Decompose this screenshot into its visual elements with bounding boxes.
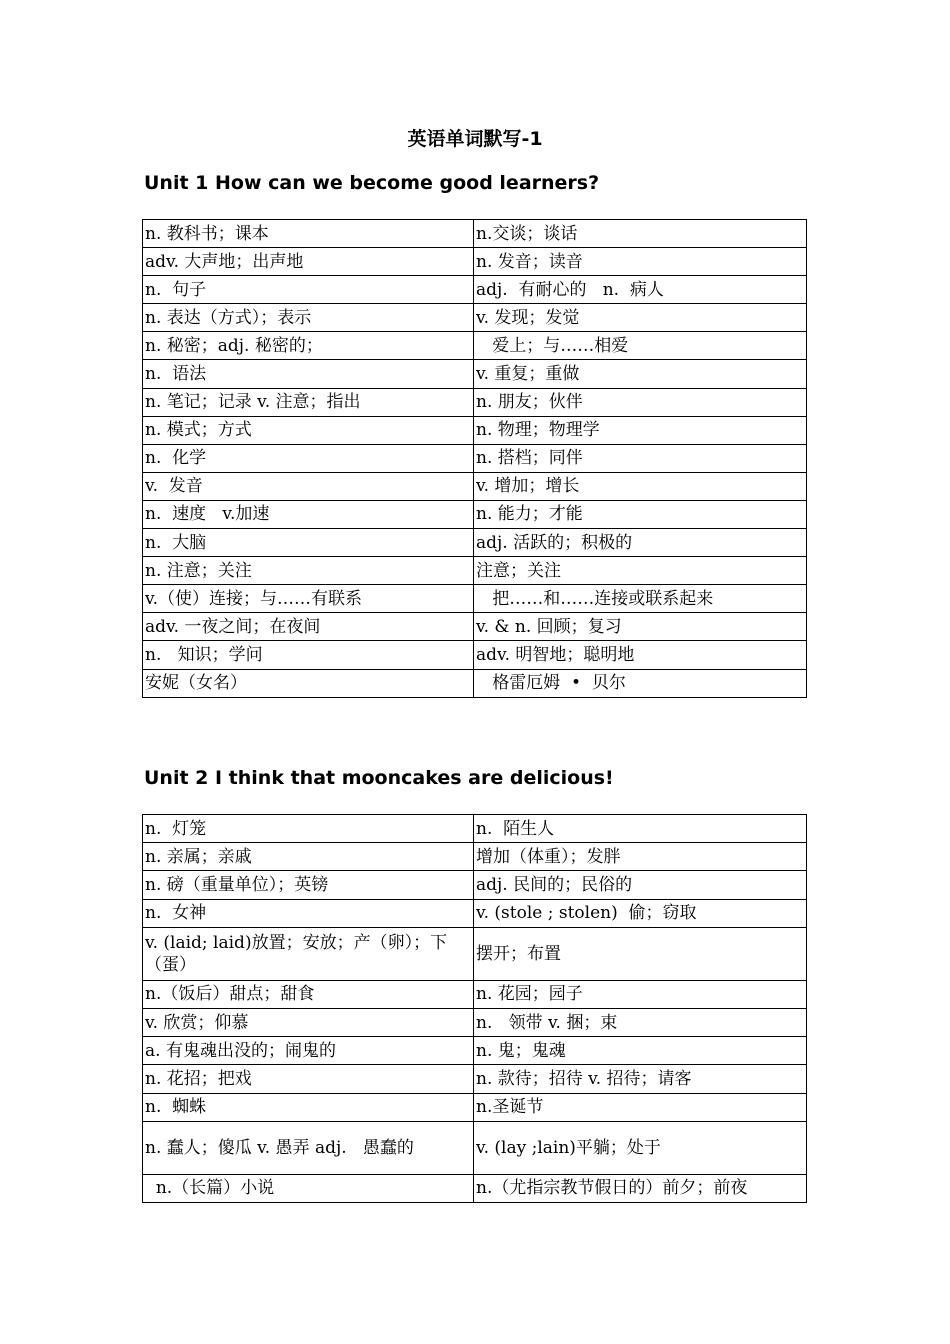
- definition-cell-right: n. 能力；才能: [474, 500, 807, 528]
- definition-cell-right: v. (stole ; stolen) 偷；窃取: [474, 899, 807, 927]
- table-row: [143, 416, 807, 444]
- unit-2-heading: Unit 2 I think that mooncakes are delicious!: [144, 767, 614, 789]
- definition-cell-right: 增加（体重）；发胖: [474, 843, 807, 871]
- definition-cell-left: 安妮（女名）: [143, 669, 474, 697]
- definition-cell-right: v. 重复；重做: [474, 360, 807, 388]
- definition-cell-left: adv. 一夜之间；在夜间: [143, 613, 474, 641]
- definition-cell-right: 摆开；布置: [474, 927, 807, 980]
- table-row: [143, 1037, 807, 1065]
- definition-cell-left: n. 化学: [143, 444, 474, 472]
- table-row: [143, 843, 807, 871]
- definition-cell-left: n. 模式；方式: [143, 416, 474, 444]
- definition-cell-right: adv. 明智地；聪明地: [474, 641, 807, 669]
- definition-cell-left: adv. 大声地；出声地: [143, 248, 474, 276]
- table-row: [143, 815, 807, 843]
- definition-cell-right: n. 物理；物理学: [474, 416, 807, 444]
- definition-cell-left: n.（长篇）小说: [143, 1174, 474, 1202]
- table-row: [143, 388, 807, 416]
- definition-cell-left: n. 蠢人；傻瓜 v. 愚弄 adj. 愚蠢的: [143, 1121, 474, 1174]
- table-row: [143, 871, 807, 899]
- definition-cell-right: 格雷厄姆 • 贝尔: [474, 669, 807, 697]
- table-row: [143, 276, 807, 304]
- table-row: [143, 669, 807, 697]
- definition-cell-left: n. 知识；学问: [143, 641, 474, 669]
- definition-cell-left: n. 注意；关注: [143, 557, 474, 585]
- definition-cell-left: n.（饭后）甜点；甜食: [143, 980, 474, 1008]
- definition-cell-left: n. 女神: [143, 899, 474, 927]
- table-row: [143, 529, 807, 557]
- table-row: [143, 304, 807, 332]
- definition-cell-left: v. 发音: [143, 472, 474, 500]
- definition-cell-right: adj. 民间的；民俗的: [474, 871, 807, 899]
- definition-cell-right: n. 领带 v. 捆；束: [474, 1008, 807, 1036]
- definition-cell-left: n. 句子: [143, 276, 474, 304]
- definition-cell-right: n. 款待；招待 v. 招待；请客: [474, 1065, 807, 1093]
- table-row: [143, 248, 807, 276]
- definition-cell-right: n. 搭档；同伴: [474, 444, 807, 472]
- table-row: [143, 360, 807, 388]
- table-row: [143, 899, 807, 927]
- definition-cell-left: v. 欣赏；仰慕: [143, 1008, 474, 1036]
- definition-cell-left: n. 亲属；亲戚: [143, 843, 474, 871]
- definition-cell-left: n. 大脑: [143, 529, 474, 557]
- table-row: [143, 1065, 807, 1093]
- definition-cell-right: n. 陌生人: [474, 815, 807, 843]
- definition-cell-right: 注意；关注: [474, 557, 807, 585]
- definition-cell-right: n.（尤指宗教节假日的）前夕；前夜: [474, 1174, 807, 1202]
- definition-cell-right: n. 鬼；鬼魂: [474, 1037, 807, 1065]
- definition-cell-left: n. 语法: [143, 360, 474, 388]
- table-row: [143, 472, 807, 500]
- definition-cell-left: n. 表达（方式）；表示: [143, 304, 474, 332]
- table-row: [143, 1121, 807, 1174]
- table-row: [143, 332, 807, 360]
- table-row: [143, 220, 807, 248]
- definition-cell-left: a. 有鬼魂出没的；闹鬼的: [143, 1037, 474, 1065]
- definition-cell-left: n. 秘密；adj. 秘密的；: [143, 332, 474, 360]
- table-row: [143, 585, 807, 613]
- table-row: [143, 1008, 807, 1036]
- definition-cell-right: v. & n. 回顾；复习: [474, 613, 807, 641]
- definition-cell-left: n. 教科书；课本: [143, 220, 474, 248]
- unit-1-vocab-table: [142, 219, 807, 698]
- definition-cell-left: n. 蜘蛛: [143, 1093, 474, 1121]
- table-row: [143, 980, 807, 1008]
- definition-cell-right: v. 发现；发觉: [474, 304, 807, 332]
- page-title: 英语单词默写-1: [407, 128, 543, 150]
- table-row: [143, 1174, 807, 1202]
- definition-cell-right: adj. 有耐心的 n. 病人: [474, 276, 807, 304]
- definition-cell-right: v. (lay ;lain)平躺；处于: [474, 1121, 807, 1174]
- definition-cell-left: n. 灯笼: [143, 815, 474, 843]
- table-row: [143, 641, 807, 669]
- definition-cell-left: n. 笔记；记录 v. 注意；指出: [143, 388, 474, 416]
- table-row: [143, 500, 807, 528]
- definition-cell-right: n. 发音；读音: [474, 248, 807, 276]
- table-row: [143, 557, 807, 585]
- definition-cell-left: v. (laid; laid)放置；安放；产（卵）；下（蛋）: [143, 927, 474, 980]
- table-row: [143, 927, 807, 980]
- definition-cell-left: n. 磅（重量单位）；英镑: [143, 871, 474, 899]
- unit-2-vocab-table: [142, 814, 807, 1203]
- definition-cell-right: n. 花园；园子: [474, 980, 807, 1008]
- definition-cell-left: n. 花招；把戏: [143, 1065, 474, 1093]
- definition-cell-left: n. 速度 v.加速: [143, 500, 474, 528]
- definition-cell-right: n.圣诞节: [474, 1093, 807, 1121]
- definition-cell-right: v. 增加；增长: [474, 472, 807, 500]
- table-row: [143, 1093, 807, 1121]
- table-row: [143, 444, 807, 472]
- definition-cell-right: adj. 活跃的；积极的: [474, 529, 807, 557]
- definition-cell-right: n. 朋友；伙伴: [474, 388, 807, 416]
- definition-cell-left: v.（使）连接；与……有联系: [143, 585, 474, 613]
- definition-cell-right: 爱上；与……相爱: [474, 332, 807, 360]
- definition-cell-right: n.交谈；谈话: [474, 220, 807, 248]
- unit-1-heading: Unit 1 How can we become good learners?: [144, 172, 600, 194]
- table-row: [143, 613, 807, 641]
- definition-cell-right: 把……和……连接或联系起来: [474, 585, 807, 613]
